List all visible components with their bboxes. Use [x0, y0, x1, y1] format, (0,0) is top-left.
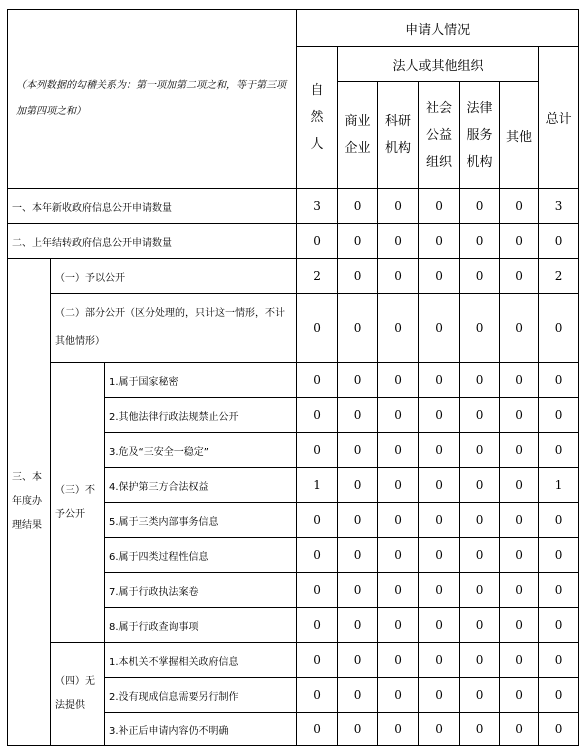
disclosure-table [7, 9, 579, 746]
row-label: 7.属于行政执法案卷 [105, 573, 297, 608]
cell-value: 0 [460, 503, 500, 538]
applicant-status-header: 申请人情况 [297, 10, 579, 47]
cell-value: 0 [539, 643, 579, 678]
cell-value: 0 [297, 294, 338, 363]
cell-value: 0 [460, 398, 500, 433]
cell-value: 0 [460, 468, 500, 503]
cell-value: 0 [419, 294, 460, 363]
cell-value: 0 [419, 713, 460, 746]
cell-value: 0 [500, 713, 539, 746]
cell-value: 0 [338, 294, 378, 363]
other-header: 其他 [500, 82, 539, 189]
cell-value: 0 [460, 363, 500, 398]
subgroup-4-label: （四）无法提供 [51, 643, 105, 746]
cell-value: 0 [539, 398, 579, 433]
row-label: 8.属于行政查询事项 [105, 608, 297, 643]
cell-value: 0 [460, 538, 500, 573]
cell-value: 1 [297, 468, 338, 503]
natural-person-header: 自然人 [297, 47, 338, 189]
cell-value: 1 [539, 468, 579, 503]
cell-value: 0 [419, 259, 460, 294]
cell-value: 0 [338, 573, 378, 608]
cell-value: 0 [419, 643, 460, 678]
cell-value: 0 [297, 503, 338, 538]
cell-value: 0 [338, 608, 378, 643]
cell-value: 0 [500, 573, 539, 608]
cell-value: 0 [378, 678, 419, 713]
cell-value: 0 [338, 259, 378, 294]
table-row [8, 189, 579, 224]
cell-value: 0 [500, 224, 539, 259]
cell-value: 0 [460, 678, 500, 713]
legal-or-other-header: 法人或其他组织 [338, 47, 539, 82]
cell-value: 0 [539, 573, 579, 608]
cell-value: 0 [500, 503, 539, 538]
cell-value: 0 [500, 538, 539, 573]
cell-value: 0 [378, 713, 419, 746]
cell-value: 0 [297, 224, 338, 259]
cell-value: 0 [500, 608, 539, 643]
cell-value: 0 [419, 608, 460, 643]
cell-value: 0 [378, 259, 419, 294]
cell-value: 0 [539, 538, 579, 573]
cell-value: 0 [419, 363, 460, 398]
cell-value: 0 [500, 259, 539, 294]
business-header: 商业企业 [338, 82, 378, 189]
cell-value: 0 [419, 189, 460, 224]
cell-value: 0 [419, 398, 460, 433]
cell-value: 0 [539, 363, 579, 398]
table-row [8, 363, 579, 398]
subgroup-3-label: （三）不予公开 [51, 363, 105, 643]
cell-value: 0 [297, 538, 338, 573]
cell-value: 0 [460, 573, 500, 608]
cell-value: 0 [500, 189, 539, 224]
cell-value: 0 [500, 468, 539, 503]
cell-value: 0 [460, 259, 500, 294]
cell-value: 0 [297, 433, 338, 468]
row-label: （一）予以公开 [51, 259, 297, 294]
cell-value: 0 [500, 398, 539, 433]
row-label: 3.补正后申请内容仍不明确 [105, 713, 297, 746]
cell-value: 0 [338, 433, 378, 468]
table-row [8, 259, 579, 294]
group-3-label: 三、本年度办理结果 [8, 259, 51, 746]
cell-value: 0 [419, 678, 460, 713]
cell-value: 3 [539, 189, 579, 224]
cell-value: 2 [539, 259, 579, 294]
row-label: 二、上年结转政府信息公开申请数量 [8, 224, 297, 259]
cell-value: 0 [378, 189, 419, 224]
cell-value: 0 [297, 678, 338, 713]
cell-value: 0 [338, 538, 378, 573]
cell-value: 3 [297, 189, 338, 224]
cell-value: 0 [419, 503, 460, 538]
cell-value: 0 [297, 363, 338, 398]
cell-value: 0 [539, 294, 579, 363]
cell-value: 0 [378, 294, 419, 363]
cell-value: 0 [378, 468, 419, 503]
header-note-cell [8, 10, 297, 189]
row-label: 6.属于四类过程性信息 [105, 538, 297, 573]
cell-value: 0 [378, 398, 419, 433]
cell-value: 0 [297, 608, 338, 643]
row-label: （二）部分公开（区分处理的，只计这一情形，不计其他情形） [51, 294, 297, 363]
total-header: 总计 [539, 47, 579, 189]
cell-value: 0 [460, 713, 500, 746]
cell-value: 0 [338, 643, 378, 678]
cell-value: 0 [378, 573, 419, 608]
cell-value: 0 [539, 713, 579, 746]
legal-service-header: 法律服务机构 [460, 82, 500, 189]
cell-value: 0 [500, 294, 539, 363]
table-row [8, 294, 579, 363]
cell-value: 0 [460, 224, 500, 259]
cell-value: 0 [378, 538, 419, 573]
cell-value: 0 [460, 608, 500, 643]
cell-value: 0 [539, 433, 579, 468]
cell-value: 0 [378, 363, 419, 398]
row-label: 2.没有现成信息需要另行制作 [105, 678, 297, 713]
cell-value: 0 [460, 643, 500, 678]
cell-value: 0 [539, 678, 579, 713]
cell-value: 0 [378, 503, 419, 538]
cell-value: 0 [460, 294, 500, 363]
cell-value: 0 [338, 503, 378, 538]
research-header: 科研机构 [378, 82, 419, 189]
row-label: 1.属于国家秘密 [105, 363, 297, 398]
cell-value: 0 [378, 608, 419, 643]
cell-value: 0 [539, 608, 579, 643]
public-welfare-header: 社会公益组织 [419, 82, 460, 189]
cell-value: 0 [460, 189, 500, 224]
cell-value: 0 [419, 468, 460, 503]
row-label: 2.其他法律行政法规禁止公开 [105, 398, 297, 433]
row-label: 4.保护第三方合法权益 [105, 468, 297, 503]
header-note: （本列数据的勾稽关系为：第一项加第二项之和，等于第三项加第四项之和） [16, 80, 286, 117]
cell-value: 0 [500, 433, 539, 468]
cell-value: 0 [539, 503, 579, 538]
cell-value: 0 [338, 224, 378, 259]
cell-value: 0 [297, 573, 338, 608]
cell-value: 0 [297, 398, 338, 433]
cell-value: 0 [338, 468, 378, 503]
cell-value: 0 [378, 224, 419, 259]
table-row [8, 643, 579, 678]
row-label: 3.危及“三安全一稳定” [105, 433, 297, 468]
cell-value: 0 [460, 433, 500, 468]
cell-value: 0 [500, 678, 539, 713]
row-label: 5.属于三类内部事务信息 [105, 503, 297, 538]
cell-value: 0 [419, 538, 460, 573]
table-row [8, 224, 579, 259]
cell-value: 2 [297, 259, 338, 294]
row-label: 一、本年新收政府信息公开申请数量 [8, 189, 297, 224]
cell-value: 0 [338, 189, 378, 224]
cell-value: 0 [539, 224, 579, 259]
row-label: 1.本机关不掌握相关政府信息 [105, 643, 297, 678]
cell-value: 0 [297, 643, 338, 678]
cell-value: 0 [338, 398, 378, 433]
cell-value: 0 [338, 713, 378, 746]
cell-value: 0 [338, 678, 378, 713]
cell-value: 0 [500, 643, 539, 678]
cell-value: 0 [378, 643, 419, 678]
cell-value: 0 [297, 713, 338, 746]
cell-value: 0 [419, 433, 460, 468]
cell-value: 0 [419, 573, 460, 608]
cell-value: 0 [419, 224, 460, 259]
cell-value: 0 [500, 363, 539, 398]
cell-value: 0 [378, 433, 419, 468]
cell-value: 0 [338, 363, 378, 398]
